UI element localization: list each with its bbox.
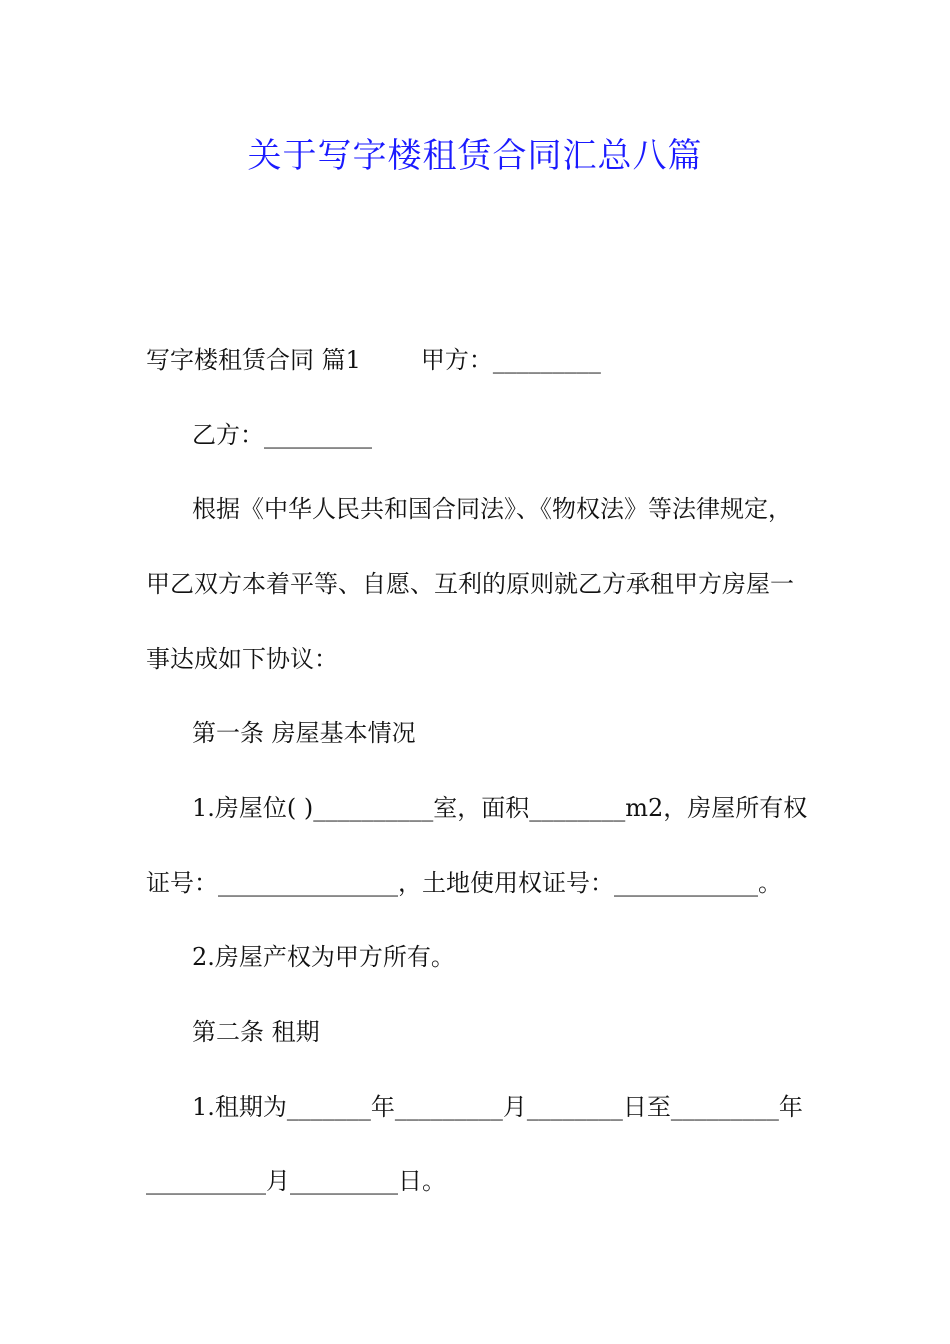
paragraph-line: __________月_________日。: [146, 1167, 446, 1195]
contract-heading-line: [146, 345, 826, 375]
paragraph-line: 1.租期为_______年_________月________日至_________年: [192, 1093, 803, 1121]
document-title: 关于写字楼租赁合同汇总八篇: [247, 136, 703, 176]
paragraph-line: 1.房屋位( )__________室，面积________m2，房屋所有权: [192, 794, 808, 822]
party-b-field: 乙方：_________: [192, 421, 372, 449]
section-heading: 第二条 租期: [192, 1018, 320, 1046]
contract-heading: 写字楼租赁合同 篇1: [146, 346, 361, 374]
paragraph-line: 甲乙双方本着平等、自愿、互利的原则就乙方承租甲方房屋一: [146, 570, 794, 598]
party-a-field: 甲方：_________: [420, 346, 601, 374]
paragraph-line: 证号：_______________，土地使用权证号：____________。: [146, 869, 782, 897]
paragraph-line: 2.房屋产权为甲方所有。: [192, 943, 455, 971]
paragraph-line: 事达成如下协议：: [146, 645, 338, 673]
paragraph-line: 根据《中华人民共和国合同法》、《物权法》等法律规定，: [192, 495, 792, 523]
section-heading: 第一条 房屋基本情况: [192, 719, 416, 747]
